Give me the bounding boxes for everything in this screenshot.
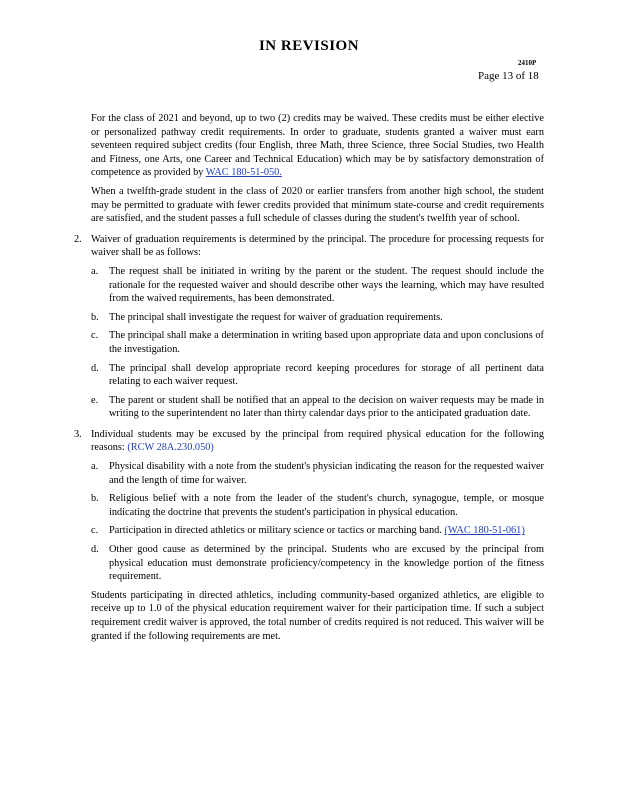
document-status-title: IN REVISION <box>258 38 360 54</box>
sub-item-2b <box>91 311 544 325</box>
sub-marker: c. <box>91 330 99 342</box>
sub-item-text: The principal shall make a determination in writing based upon appropriate data and upon conclusions of the investigation. <box>109 330 544 355</box>
athletics-paragraph: Students participating in directed athletics, including community-based organized athletics, are eligible to receive up to 1.0 of the physical education requirement waiver for their participation time. If such a subject requirement credit waiver is approved, the total number of credits required is not reduced. This waiver will be granted if the following requirements are met. <box>91 589 544 642</box>
sub-marker: b. <box>91 311 99 323</box>
sub-item-text: Other good cause as determined by the principal. Students who are excused by the principal from physical education must demonstrate proficiency/competency in the knowledge portion of the fitness requirement. <box>109 544 544 583</box>
sub-marker: b. <box>91 493 99 505</box>
sub-item-3b <box>91 492 544 519</box>
list-item-2 <box>74 233 544 421</box>
sub-item-text: The principal shall develop appropriate record keeping procedures for storage of all pertinent data relating to each waiver request. <box>109 362 544 388</box>
sub-marker: d. <box>91 362 99 374</box>
intro-paragraph-text: For the class of 2021 and beyond, up to two (2) credits may be waived. These credits must be either elective or personalized pathway credit requirements. In order to graduate, students granted a waiver must earn seventeen required subject credits (four English, three Math, three Science, three Social Studies, two Health and Fitness, one Arts, one Career and Technical Education) which may be by satisfactory demonstration of competence as provided by <box>91 113 544 179</box>
sub-item-3c <box>91 524 544 538</box>
sub-item-text: Physical disability with a note from the student's physician indicating the reason for the requested waiver and the length of time for waiver. <box>109 461 544 486</box>
sub-item-text: The parent or student shall be notified that an appeal to the decision on waiver requests may be made in writing to the superintendent no later than thirty calendar days prior to the anticipated graduation date. <box>109 394 544 420</box>
pe-excuse-text: Individual students may be excused by the principal from required physical education for the following reasons: <box>91 428 544 454</box>
sub-item-text: Religious belief with a note from the leader of the student's church, synagogue, temple, or mosque indicating the doctrine that prevents the student's participation in physical education. <box>109 493 544 518</box>
policy-body <box>74 112 544 643</box>
sub-item-2e <box>91 394 544 421</box>
policy-code: 2410P <box>518 59 537 67</box>
sub-item-2d <box>91 362 544 389</box>
rcw-reference: (RCW 28A.230.050) <box>127 442 214 454</box>
intro-paragraph <box>91 112 544 180</box>
sub-item-2c <box>91 329 544 356</box>
sub-item-3d <box>91 543 544 584</box>
sub-item-text: The principal shall investigate the request for waiver of graduation requirements. <box>109 311 443 323</box>
wac-180-51-050-link[interactable]: WAC 180-51-050. <box>205 167 282 179</box>
sub-marker: a. <box>91 265 99 277</box>
sub-item-text: Participation in directed athletics or military science or tactics or marching band. <box>109 525 442 537</box>
page-number: Page 13 of 18 <box>478 70 539 82</box>
sub-marker: c. <box>91 525 99 537</box>
list-item-3 <box>74 428 544 643</box>
sub-item-2a <box>91 265 544 306</box>
transfer-paragraph: When a twelfth-grade student in the class of 2020 or earlier transfers from another high school, the student may be permitted to graduate with fewer credits provided that minimum state-course and credit requirements are satisfied, and the student passes a full schedule of classes during the student's twelfth year of school. <box>91 185 544 225</box>
sub-item-text: The request shall be initiated in writing by the parent or the student. The request should include the rationale for the requested waiver and should describe other ways the learning, which may have resulted from the waived requirements, has been demonstrated. <box>109 265 544 305</box>
sub-marker: a. <box>91 461 99 473</box>
pe-excuse-paragraph <box>91 428 544 455</box>
list-marker: 3. <box>74 428 82 440</box>
waiver-procedure-text: Waiver of graduation requirements is determined by the principal. The procedure for processing requests for waiver shall be as follows: <box>91 233 544 259</box>
sub-item-3c-content <box>109 524 544 538</box>
sub-marker: d. <box>91 544 99 556</box>
list-marker: 2. <box>74 233 82 245</box>
sub-item-3a <box>91 460 544 487</box>
sub-marker: e. <box>91 394 99 406</box>
wac-180-51-061-link[interactable]: (WAC 180-51-061) <box>444 525 525 537</box>
